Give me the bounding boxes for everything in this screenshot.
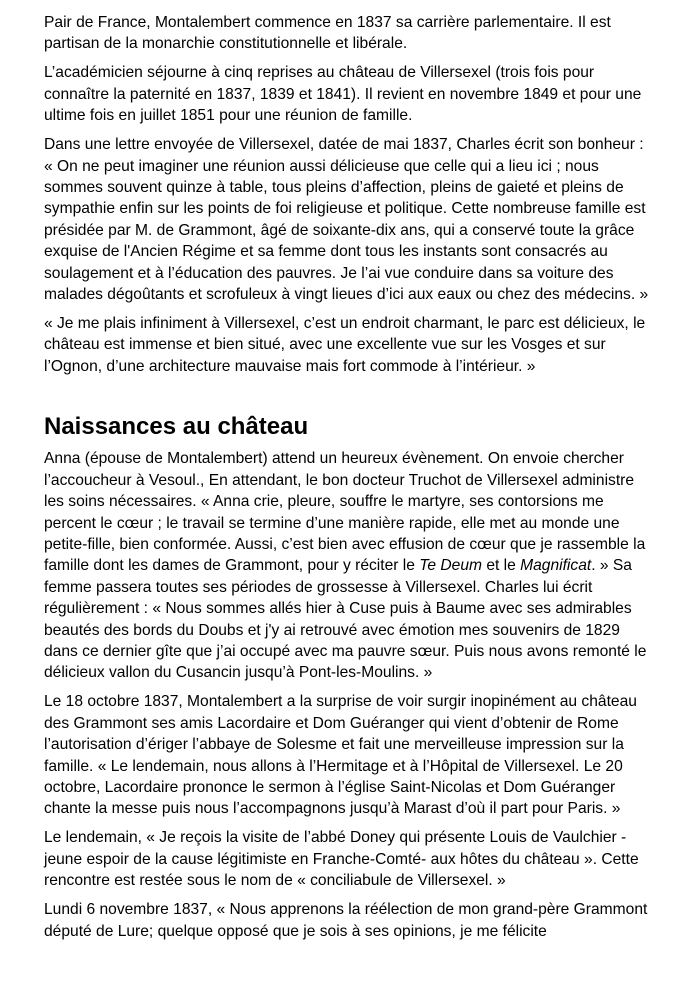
text-run: « Je me plais infiniment à Villersexel, c’est un endroit charmant, le parc est délicieux, le château est immense et bien situé, avec une excellente vue sur les Vosges et sur l’Ognon, d’une architecture mauvaise mais fort commode à l’intérieur. » — [44, 315, 646, 375]
intro-paragraphs — [44, 12, 656, 377]
text-run: . » Sa femme passera toutes ses périodes de grossesse à Villersexel. Charles lui écrit régulièrement : « Nous sommes allés hier à Cuse puis à Baume avec ses admirables beautés des bords du Doubs et j'y ai retrouvé avec émotion mes souvenirs de 1829 dans ce dernier gîte que j’ai occupé avec ma pauvre sœur. Puis nous avons remonté le délicieux vallon du Cusancin jusqu’à Pont-les-Moulins. » — [44, 557, 647, 682]
section-paragraphs — [44, 448, 656, 942]
text-run: Le lendemain, « Je reçois la visite de l’abbé Doney qui présente Louis de Vaulchier - jeune espoir de la cause légitimiste en Franche-Comté- aux hôtes du château ». Cette rencontre est restée sous le nom de « conciliabule de Villersexel. » — [44, 829, 639, 890]
section-heading: Naissances au château — [44, 413, 309, 441]
text-run: Pair de France, Montalembert commence en 1837 sa carrière parlementaire. Il est partisan de la monarchie constitutionnelle et libérale. — [44, 14, 611, 53]
paragraph — [44, 62, 656, 126]
paragraph — [44, 313, 656, 377]
text-run: Dans une lettre envoyée de Villersexel, datée de mai 1837, Charles écrit son bonheur : « On ne peut imaginer une réunion aussi délicieuse que celle qui a lieu ici ; nous sommes souvent quinze à table, tous pleins d’affection, pleins de gaieté et pleins de sympathie enfin sur les points de foi religieuse et politique. Cette nombreuse famille est présidée par M. de Grammont, âgé de soixante-dix ans, qui a conservé toute la grâce exquise de l'Ancien Régime et sa femme dont tous les instants sont consacrés au soulagement et à l’éducation des pauvres. Je l’ai vue conduire dans sa voiture des malades dégoûtants et scrofuleux à vingt lieues d’ici aux eaux ou chez des médecins. » — [44, 136, 649, 304]
italic-text: Te Deum — [419, 557, 482, 575]
text-run: Anna (épouse de Montalembert) attend un heureux évènement. On envoie chercher l’accoucheur à Vesoul., En attendant, le bon docteur Truchot de Villersexel administre les soins nécessaires. « Anna crie, pleure, souffre le martyre, ses contorsions me percent le cœur ; le travail se termine d’une manière rapide, elle met au monde une petite-fille, bien conformée. Aussi, c’est bien avec effusion de cœur que je rassemble la famille dont les dames de Grammont, pour y réciter le — [44, 450, 646, 575]
paragraph — [44, 691, 656, 819]
paragraph — [44, 134, 656, 305]
paragraph — [44, 899, 656, 942]
text-run: Le 18 octobre 1837, Montalembert a la surprise de voir surgir inopinément au château des Grammont ses amis Lacordaire et Dom Guéranger qui vient d’obtenir de Rome l’autorisation d’ériger l’abbaye de Solesme et fait une merveilleuse impression sur la famille. « Le lendemain, nous allons à l’Hermitage et à l’Hôpital de Villersexel. Le 20 octobre, Lacordaire prononce le sermon à l’église Saint-Nicolas et Dom Guéranger chante la messe puis nous l’accompagnons jusqu’à Marast d’où il part pour Paris. » — [44, 693, 637, 818]
paragraph — [44, 448, 656, 683]
paragraph — [44, 827, 656, 891]
text-run: et le — [481, 557, 521, 575]
italic-text: Magnificat — [520, 557, 592, 575]
text-run: L’académicien séjourne à cinq reprises au château de Villersexel (trois fois pour connaître la paternité en 1837, 1839 et 1841). Il revient en novembre 1849 et pour une ultime fois en juillet 1851 pour une réunion de famille. — [44, 64, 642, 125]
text-run: Lundi 6 novembre 1837, « Nous apprenons la réélection de mon grand-père Grammont député de Lure; quelque opposé que je sois à ses opinions, je me félicite — [44, 901, 648, 940]
paragraph — [44, 12, 656, 55]
